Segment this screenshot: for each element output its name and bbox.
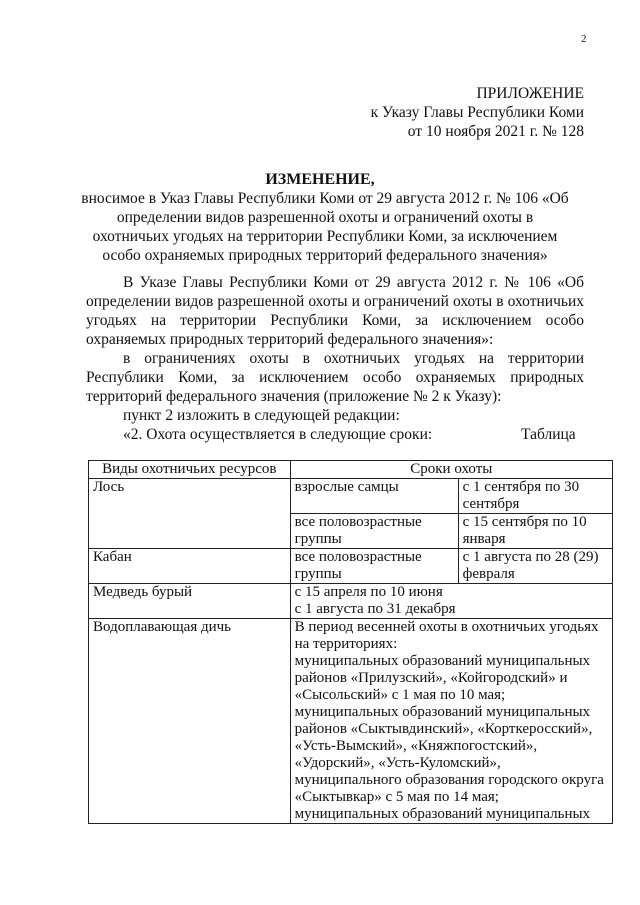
boar-dates: с 1 августа по 28 (29) февраля [458, 549, 612, 584]
document-subtitle: вносимое в Указ Главы Республики Коми от 29 августа 2012 г. № 106 «Об определении видов разрешенной охоты и ограничений охоты в охотничьих угодьях на территории Республики Коми, за исключением особо охраняемых природных территорий федерального значения» [81, 190, 569, 264]
page-number: 2 [581, 33, 587, 45]
body-paragraph-3: пункт 2 изложить в следующей редакции: [123, 407, 400, 424]
waterfowl-text-1: В период весенней охоты в охотничьих угодьях на территориях: [294, 619, 599, 652]
boar-group: все половозрастные группы [290, 549, 458, 584]
body-paragraph-1: В Указе Главы Республики Коми от 29 августа 2012 г. № 106 «Об определении видов разрешенной охоты и ограничений охоты в охотничьих угодьях на территории Республики Коми, за исключением особо охраняемых природных территорий федерального значения»: [86, 274, 584, 348]
appendix-header [371, 84, 584, 141]
table-row [89, 584, 613, 619]
waterfowl-text-4: муниципальных образований муниципальных [294, 806, 591, 822]
species-waterfowl: Водоплавающая дичь [89, 619, 291, 824]
bear-dates-line-2: с 1 августа по 31 декабря [294, 601, 456, 617]
moose-dates-2: с 15 сентября по 10 января [458, 514, 612, 549]
header-dates: Сроки охоты [290, 461, 612, 479]
species-bear: Медведь бурый [89, 584, 291, 619]
table-header-row [89, 461, 613, 479]
moose-dates-1: с 1 сентября по 30 сентября [458, 479, 612, 514]
bear-dates-line-1: с 15 апреля по 10 июня [294, 584, 443, 600]
waterfowl-text-2: муниципальных образований муниципальных районов «Прилузский», «Койгородский» и «Сысольский» с 1 мая по 10 мая; [294, 653, 591, 703]
species-moose: Лось [89, 479, 291, 549]
species-boar: Кабан [89, 549, 291, 584]
appendix-decree: к Указу Главы Республики Коми [370, 104, 584, 121]
body-paragraph-2: в ограничениях охоты в охотничьих угодьях на территории Республики Коми, за исключением особо охраняемых природных территорий федерального значения (приложение № 2 к Указу): [86, 350, 584, 405]
table-row [89, 479, 613, 514]
moose-group-1: взрослые самцы [290, 479, 458, 514]
table-row [89, 619, 613, 824]
table-label: Таблица [521, 426, 576, 443]
table-row [89, 549, 613, 584]
appendix-date: от 10 ноября 2021 г. № 128 [407, 123, 584, 140]
header-species: Виды охотничьих ресурсов [89, 461, 291, 479]
bear-dates [290, 584, 612, 619]
waterfowl-text-3: муниципальных образований муниципальных районов «Сыктывдинский», «Корткеросский», «Усть-Вымский», «Княжпогостский», «Удорский», «Усть-Куломский», муниципального образования городского округа «Сыктывкар» с 5 мая по 14 мая; [294, 704, 604, 805]
document-title: ИЗМЕНЕНИЕ, [265, 171, 375, 188]
body-paragraph-4: «2. Охота осуществляется в следующие сроки: [123, 426, 433, 443]
document-body [86, 273, 584, 444]
moose-group-2: все половозрастные группы [290, 514, 458, 549]
appendix-title: ПРИЛОЖЕНИЕ [476, 85, 584, 102]
waterfowl-dates [290, 619, 612, 824]
hunting-seasons-table [88, 460, 613, 824]
